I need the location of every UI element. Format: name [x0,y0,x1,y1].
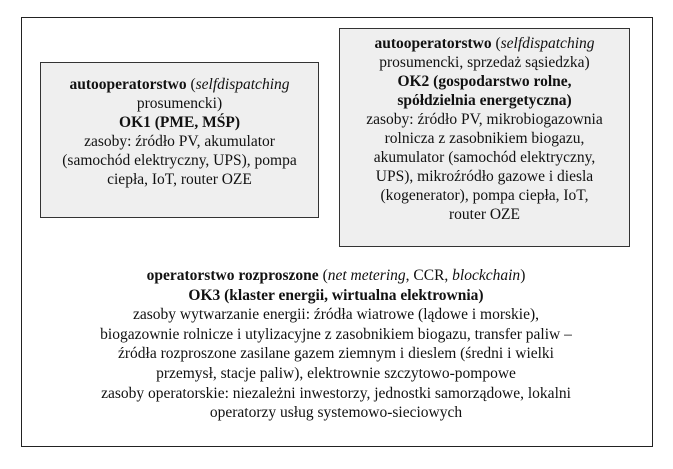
ok3-resource-line: biogazownie rolnicze i utylizacyjne z zasobnikiem biogazu, transfer paliw – [100,325,572,343]
ok2-title-text: spółdzielnia energetyczna) [397,92,572,109]
ok3-type-italic: net metering [327,267,406,284]
ok3-type-open: ( [318,267,328,284]
ok3-type [40,266,632,286]
ok1-title-text: OK1 (PME, MŚP) [119,114,240,131]
ok3-type-bold: operatorstwo rozproszone [146,267,319,284]
ok2-type-open: ( [491,35,501,52]
ok2-resource-line: router OZE [448,206,520,223]
ok3-title-text: OK3 (klaster energii, wirtualna elektrownia) [188,286,484,304]
ok3-resource-line: zasoby operatorskie: niezależni inwestorzy, jednostki samorządowe, lokalni [101,384,571,402]
ok3-block [40,266,632,423]
ok2-type-italic: selfdispatching [500,35,595,52]
ok3-type-close: ) [520,267,526,284]
ok1-type-bold: autooperatorstwo [69,76,187,93]
ok2-resource-line: rolnicza z zasobnikiem biogazu, [384,130,585,147]
ok3-resource-line: źródła rozproszone zasilane gazem ziemnym i dieslem (średni i wielki [118,345,554,363]
ok3-type-italic: blockchain [452,267,521,284]
ok3-resource-line: zasoby wytwarzanie energii: źródła wiatrowe (lądowe i morskie), [132,306,539,324]
ok3-title [40,286,632,306]
ok2-type-bold: autooperatorstwo [374,35,492,52]
ok1-resource-line: zasoby: źródło PV, akumulator [84,133,275,150]
ok2-type [340,34,629,53]
ok1-box [40,62,319,218]
ok3-type-mid: , CCR, [405,267,453,284]
ok1-resource-line: ciepła, IoT, router OZE [107,171,252,188]
ok2-resource-line: akumulator (samochód elektryczny, [373,149,596,166]
ok2-title-line [340,72,629,91]
ok2-resource-line: (kogenerator), pompa ciepła, IoT, [380,187,589,204]
ok1-type [41,75,318,94]
ok2-title-text: OK2 (gospodarstwo rolne, [397,73,572,90]
ok1-type-italic: selfdispatching [195,76,290,93]
ok1-resource-line: (samochód elektryczny, UPS), pompa [62,152,297,169]
ok2-box [339,28,630,247]
ok1-title [41,113,318,132]
ok2-title-line [340,91,629,110]
ok1-type-open: ( [186,76,196,93]
ok2-resource-line: UPS), mikroźródło gazowe i diesla [375,168,594,185]
ok1-type-rest: prosumencki) [136,95,223,112]
ok3-resource-line: operatorzy usług systemowo-sieciowych [209,404,463,422]
ok2-resource-line: zasoby: źródło PV, mikrobiogazownia [366,111,603,128]
ok3-resource-line: przemysł, stacje paliw), elektrownie szczytowo-pompowe [156,364,516,382]
ok2-type-rest: prosumencki, sprzedaż sąsiedzka) [379,54,590,71]
